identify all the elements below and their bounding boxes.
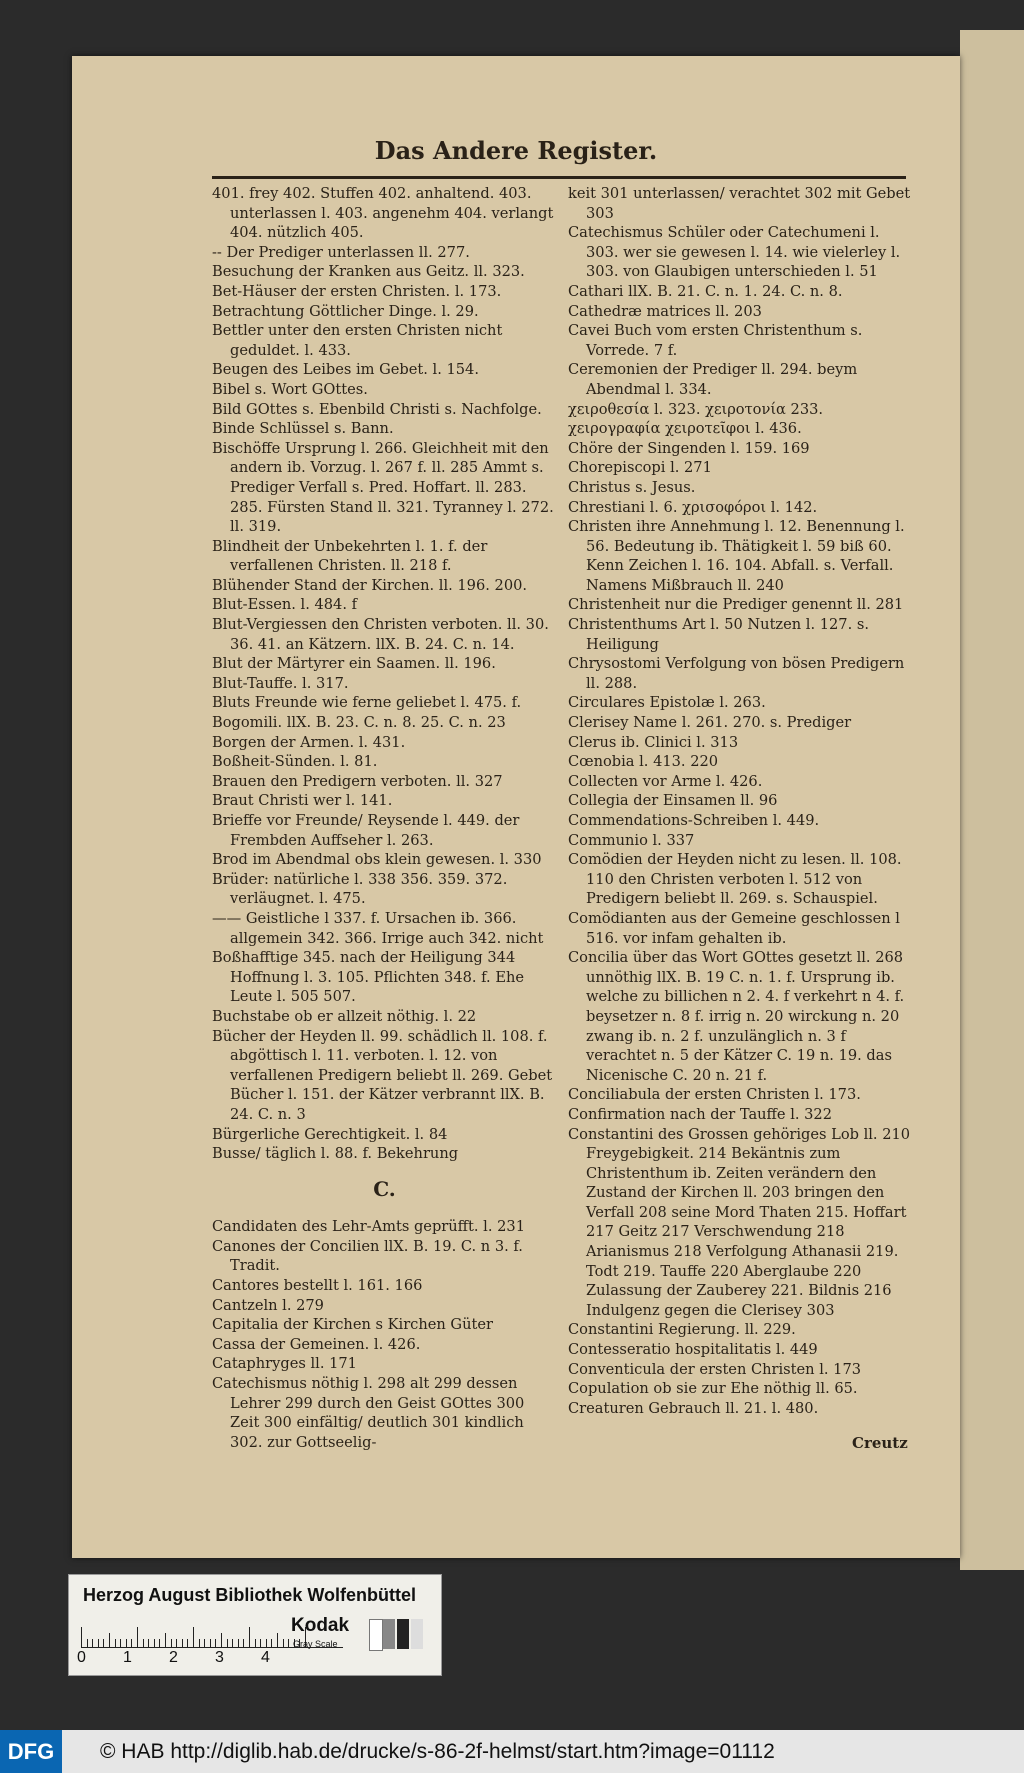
register-entry: Candidaten des Lehr-Amts geprüfft. l. 231 bbox=[212, 1218, 525, 1236]
register-entry: Conventicula der ersten Christen l. 173 bbox=[568, 1360, 862, 1378]
register-entry: Clerisey Name l. 261. 270. s. Prediger bbox=[568, 714, 852, 732]
register-entry: —— Geistliche l 337. f. Ursachen ib. 366. allgemein 342. 366. Irrige auch 342. nicht bbox=[212, 909, 544, 947]
register-entry: Buchstabe ob er allzeit nöthig. l. 22 bbox=[212, 1007, 477, 1025]
ruler-tick bbox=[165, 1633, 166, 1647]
ruler-number: 3 bbox=[215, 1649, 224, 1666]
ruler-tick bbox=[131, 1639, 132, 1647]
gray-swatch bbox=[411, 1619, 423, 1649]
ruler-tick bbox=[204, 1639, 205, 1647]
kodak-logo: Kodak bbox=[291, 1615, 350, 1636]
ruler-tick bbox=[238, 1639, 239, 1647]
footer-source-link[interactable]: © HAB http://diglib.hab.de/drucke/s-86-2f-helmst/start.htm?image=01112 bbox=[100, 1740, 775, 1763]
register-entry: Christus s. Jesus. bbox=[568, 478, 696, 496]
register-entry: Cassa der Gemeinen. l. 426. bbox=[212, 1335, 421, 1353]
ruler-tick bbox=[81, 1627, 82, 1647]
ruler-tick bbox=[115, 1639, 116, 1647]
register-entry: Brieffe vor Freunde/ Reysende l. 449. der Frembden Auffseher l. 263. bbox=[212, 812, 520, 849]
register-entry: Borgen der Armen. l. 431. bbox=[212, 733, 406, 751]
register-entry: Blindheit der Unbekehrten l. 1. f. der verfallenen Christen. ll. 218 f. bbox=[212, 537, 488, 575]
register-entry: Bogomili. llX. B. 23. C. n. 8. 25. C. n. 23 bbox=[212, 714, 506, 732]
register-entry: Comödien der Heyden nicht zu lesen. ll. 108. 110 den Christen verboten l. 512 von Predigern beliebt ll. 269. s. Schauspiel. bbox=[568, 851, 902, 908]
ruler-number: 0 bbox=[77, 1649, 86, 1666]
entries-c bbox=[212, 1217, 557, 1452]
register-entry: Binde Schlüssel s. Bann. bbox=[212, 420, 394, 438]
ruler-tick bbox=[137, 1627, 138, 1647]
register-entry: Christenthums Art l. 50 Nutzen l. 127. s. Heiligung bbox=[568, 616, 870, 653]
register-entry: Chöre der Singenden l. 159. 169 bbox=[568, 439, 810, 457]
entries-c-continued bbox=[568, 184, 913, 1418]
register-entry: Bluts Freunde wie ferne geliebet l. 475. f. bbox=[212, 694, 522, 712]
right-column bbox=[568, 184, 913, 1418]
register-entry: Catechismus nöthig l. 298 alt 299 dessen Lehrer 299 durch den Geist GOttes 300 Zeit 300 einfältig/ deutlich 301 kindlich 302. zur Gottseelig- bbox=[212, 1375, 525, 1451]
register-entry: Bibel s. Wort GOttes. bbox=[212, 380, 368, 398]
register-entry: Comödianten aus der Gemeine geschlossen l 516. vor infam gehalten ib. bbox=[568, 909, 900, 947]
ruler-tick bbox=[159, 1639, 160, 1647]
ruler-tick bbox=[199, 1639, 200, 1647]
register-entry: Blut der Märtyrer ein Saamen. ll. 196. bbox=[212, 655, 496, 673]
register-entry: Betrachtung Göttlicher Dinge. l. 29. bbox=[212, 302, 479, 320]
ruler-tick bbox=[87, 1639, 88, 1647]
ruler-tick bbox=[120, 1639, 121, 1647]
ruler-tick bbox=[176, 1639, 177, 1647]
register-entry: Bet-Häuser der ersten Christen. l. 173. bbox=[212, 282, 502, 300]
register-entry: Braut Christi wer l. 141. bbox=[212, 792, 393, 810]
register-entry: -- Der Prediger unterlassen ll. 277. bbox=[212, 243, 470, 261]
register-entry: Constantini des Grossen gehöriges Lob ll. 210 Freygebigkeit. 214 Bekäntnis zum Christenthum ib. Zeiten verändern den Zustand der Kirchen ll. 203 bringen den Verfall 208 seine Mord Thaten 215. Hoffart 217 Geitz 217 Verschwendung 218 Arianismus 218 Verfolgung Athanasii 219. Todt 219. Tauffe 220 Aberglaube 220 Zulassung der Zauberey 221. Bildnis 216 Indulgenz gegen die Clerisey 303 bbox=[568, 1125, 911, 1319]
register-entry: Constantini Regierung. ll. 229. bbox=[568, 1321, 796, 1339]
register-entry: Contesseratio hospitalitatis l. 449 bbox=[568, 1341, 818, 1359]
register-entry: Bürgerliche Gerechtigkeit. l. 84 bbox=[212, 1125, 448, 1143]
ruler-tick bbox=[260, 1639, 261, 1647]
register-entry: Commendations-Schreiben l. 449. bbox=[568, 812, 820, 829]
register-entry: Brüder: natürliche l. 338 356. 359. 372. verläugnet. l. 475. bbox=[212, 870, 508, 908]
register-entry: Christenheit nur die Prediger genennt ll. 281 bbox=[568, 596, 904, 614]
ruler-tick bbox=[266, 1639, 267, 1647]
ruler-tick bbox=[187, 1639, 188, 1647]
register-entry: Clerus ib. Clinici l. 313 bbox=[568, 733, 739, 751]
library-label bbox=[68, 1574, 442, 1676]
ruler-tick bbox=[98, 1639, 99, 1647]
ruler-number: 1 bbox=[123, 1649, 132, 1666]
dfg-logo: DFG bbox=[0, 1730, 62, 1773]
facing-page-edge bbox=[960, 30, 1024, 1570]
register-entry: Ceremonien der Prediger ll. 294. beym Abendmal l. 334. bbox=[568, 361, 858, 398]
register-entry: Cathedræ matrices ll. 203 bbox=[568, 302, 762, 320]
ruler-tick bbox=[148, 1639, 149, 1647]
ruler-tick bbox=[103, 1639, 104, 1647]
register-entry: Christen ihre Annehmung l. 12. Benennung l. 56. Bedeutung ib. Thätigkeit l. 59 biß 60. Kenn Zeichen l. 16. 104. Abfall. s. Verfall. Namens Mißbrauch ll. 240 bbox=[568, 518, 905, 594]
register-entry: Concilia über das Wort GOttes gesetzt ll. 268 unnöthig llX. B. 19 C. n. 1. f. Ursprung ib. welche zu billichen n 2. 4. f verkehrt n 4. f. beysetzer n. 8 f. irrig n. 20 wirckung n. 20 zwang ib. n. 2 f. unzulänglich n. 3 f verachtet n. 5 der Kätzer C. 19 n. 19. das Nicenische C. 20 n. 21 f. bbox=[568, 949, 905, 1084]
register-entry: Chrestiani l. 6. χρισοφόροι l. 142. bbox=[568, 498, 818, 516]
register-entry: Bücher der Heyden ll. 99. schädlich ll. 108. f. abgöttisch l. 11. verboten. l. 12. von verfallenen Predigern beliebt ll. 269. Gebet Bücher l. 151. der Kätzer verbrannt llX. B. 24. C. n. 3 bbox=[212, 1027, 553, 1123]
register-entry: Canones der Concilien llX. B. 19. C. n 3. f. Tradit. bbox=[212, 1237, 523, 1275]
register-entry: Catechismus Schüler oder Catechumeni l. 303. wer sie gewesen l. 14. wie vielerley l. 303. von Glaubigen unterschieden l. 51 bbox=[568, 224, 901, 281]
register-entry: Capitalia der Kirchen s Kirchen Güter bbox=[212, 1316, 493, 1334]
register-entry: Copulation ob sie zur Ehe nöthig ll. 65. bbox=[568, 1380, 858, 1398]
register-entry: χειροθεσία l. 323. χειροτονία 233. bbox=[568, 400, 824, 418]
ruler-tick bbox=[92, 1639, 93, 1647]
ruler-tick bbox=[277, 1633, 278, 1647]
ruler-tick bbox=[126, 1639, 127, 1647]
ruler-tick bbox=[243, 1639, 244, 1647]
register-entry: Blut-Essen. l. 484. f bbox=[212, 596, 358, 614]
register-entry: Beugen des Leibes im Gebet. l. 154. bbox=[212, 361, 479, 379]
register-entry: keit 301 unterlassen/ verachtet 302 mit Gebet 303 bbox=[568, 185, 911, 222]
ruler-tick bbox=[154, 1639, 155, 1647]
register-entry: Chrysostomi Verfolgung von bösen Predigern ll. 288. bbox=[568, 655, 905, 692]
ruler-tick bbox=[271, 1639, 272, 1647]
register-entry: Confirmation nach der Tauffe l. 322 bbox=[568, 1105, 833, 1123]
ruler-tick bbox=[193, 1627, 194, 1647]
register-entry: Communio l. 337 bbox=[568, 831, 695, 849]
ruler-tick bbox=[255, 1639, 256, 1647]
gray-scale-label: Gray Scale bbox=[293, 1639, 338, 1649]
register-entry: Cavei Buch vom ersten Christenthum s. Vorrede. 7 f. bbox=[568, 322, 863, 359]
register-entry: 401. frey 402. Stuffen 402. anhaltend. 403. unterlassen l. 403. angenehm 404. verlangt 404. nützlich 405. bbox=[212, 185, 554, 242]
register-entry: Cataphryges ll. 171 bbox=[212, 1355, 357, 1373]
ruler-tick bbox=[182, 1639, 183, 1647]
ruler-tick bbox=[221, 1633, 222, 1647]
register-entry: Blut-Vergiessen den Christen verboten. ll. 30. 36. 41. an Kätzern. llX. B. 24. C. n. 14. bbox=[212, 616, 549, 653]
library-name: Herzog August Bibliothek Wolfenbüttel bbox=[83, 1585, 416, 1605]
gray-swatch bbox=[383, 1619, 395, 1649]
register-entry: Creaturen Gebrauch ll. 21. l. 480. bbox=[568, 1399, 819, 1417]
ruler-tick bbox=[227, 1639, 228, 1647]
register-entry: Circulares Epistolæ l. 263. bbox=[568, 694, 766, 712]
catchword: Creutz bbox=[852, 1434, 908, 1452]
register-entry: Cantzeln l. 279 bbox=[212, 1296, 324, 1314]
ruler-tick bbox=[288, 1639, 289, 1647]
register-entry: Busse/ täglich l. 88. f. Bekehrung bbox=[212, 1145, 459, 1163]
gray-swatch bbox=[397, 1619, 409, 1649]
register-entry: Brauen den Predigern verboten. ll. 327 bbox=[212, 772, 503, 790]
ruler-tick bbox=[283, 1639, 284, 1647]
section-letter: C. bbox=[373, 1176, 396, 1201]
register-entry: Blut-Tauffe. l. 317. bbox=[212, 674, 349, 692]
book-page bbox=[72, 56, 960, 1558]
register-entry: Cantores bestellt l. 161. 166 bbox=[212, 1277, 423, 1295]
ruler-tick bbox=[215, 1639, 216, 1647]
head-rule bbox=[212, 176, 906, 179]
ruler-tick bbox=[210, 1639, 211, 1647]
register-entry: Besuchung der Kranken aus Geitz. ll. 323. bbox=[212, 263, 525, 281]
ruler-tick bbox=[171, 1639, 172, 1647]
footer-bar bbox=[0, 1730, 1024, 1773]
ruler-tick bbox=[143, 1639, 144, 1647]
ruler-tick bbox=[109, 1633, 110, 1647]
gray-swatch bbox=[369, 1619, 383, 1651]
register-entry: Collecten vor Arme l. 426. bbox=[568, 772, 763, 790]
register-entry: Boßheit-Sünden. l. 81. bbox=[212, 753, 378, 771]
register-entry: χειρογραφία χειροτεῖφοι l. 436. bbox=[568, 420, 802, 438]
ruler-number: 4 bbox=[261, 1649, 270, 1666]
register-entry: Boßhafftige 345. nach der Heiligung 344 Hoffnung l. 3. 105. Pflichten 348. f. Ehe Leute l. 505 507. bbox=[212, 949, 525, 1006]
register-entry: Collegia der Einsamen ll. 96 bbox=[568, 792, 778, 810]
ruler-number: 2 bbox=[169, 1649, 178, 1666]
ruler-tick bbox=[232, 1639, 233, 1647]
register-entry: Conciliabula der ersten Christen l. 173. bbox=[568, 1086, 861, 1104]
entries-b bbox=[212, 184, 557, 1164]
ruler-tick bbox=[249, 1627, 250, 1647]
register-entry: Bischöffe Ursprung l. 266. Gleichheit mit den andern ib. Vorzug. l. 267 f. ll. 285 Ammt s. Prediger Verfall s. Pred. Hoffart. ll. 283. 285. Fürsten Stand ll. 321. Tyranney l. 272. ll. 319. bbox=[212, 439, 554, 536]
register-entry: Blühender Stand der Kirchen. ll. 196. 200. bbox=[212, 576, 528, 594]
left-column bbox=[212, 184, 557, 1452]
register-entry: Brod im Abendmal obs klein gewesen. l. 330 bbox=[212, 851, 542, 869]
register-entry: Cathari llX. B. 21. C. n. 1. 24. C. n. 8. bbox=[568, 282, 843, 300]
register-entry: Bild GOttes s. Ebenbild Christi s. Nachfolge. bbox=[212, 400, 542, 418]
register-entry: Cœnobia l. 413. 220 bbox=[568, 753, 719, 771]
register-entry: Chorepiscopi l. 271 bbox=[568, 459, 712, 477]
running-head: Das Andere Register. bbox=[374, 136, 658, 165]
register-entry: Bettler unter den ersten Christen nicht geduldet. l. 433. bbox=[212, 322, 503, 359]
